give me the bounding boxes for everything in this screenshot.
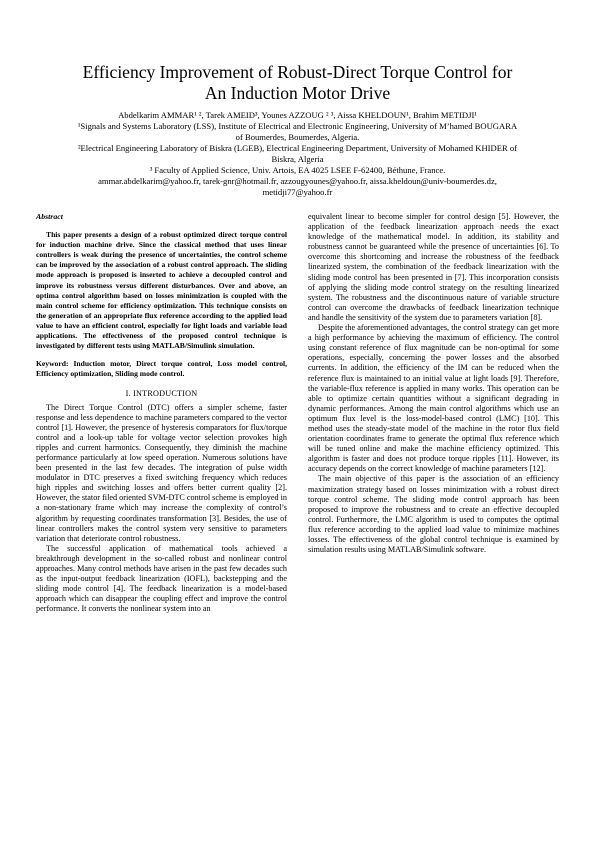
emails-line-2: metidji77@yahoo.fr [262,187,333,197]
emails-line-1: ammar.abdelkarim@yahoo.fr, tarek-gnr@hotmail.fr, azzougyounes@yahoo.fr, aissa.kheldoun@univ-boumerdes.dz, [98,176,497,186]
title-line-2: An Induction Motor Drive [204,83,391,103]
keywords: Keyword: Induction motor, Direct torque control, Loss model control, Efficiency optimization, Sliding mode control. [36,359,287,379]
affiliation-1-line-2: of Boumerdes, Boumerdes, Algeria. [235,132,360,142]
intro-paragraph-2: The successful application of mathematical tools achieved a breakthrough development in the so-called robust and nonlinear control approaches. Many control methods have arisen in the past few decades such as the input-output feedback linearization (IOFL), backstepping and the sliding mode control [4]. The feedback linearization is a model-based approach which can disappear the coupling effect and improve the control performance. It converts the nonlinear system into an [36,543,287,614]
intro-paragraph-1: The Direct Torque Control (DTC) offers a simpler scheme, faster response and less dependence to machine parameters compared to the vector control [1]. However, the presence of hysteresis comparators for flux/torque control and a look-up table for voltage vector selection provokes high ripples and current harmonics. Consequently, they diminish the machine performance particularly at low speed operation. Numerous solutions have been presented in the last few decades. The integration of pulse width modulator in DTC preserves a fixed switching frequency which reduces high ripples and switching losses and offers better current quality [2]. However, the stator filed oriented SVM-DTC control scheme is employed in a non-stationary frame which may increase the complexity of control’s algorithm by requesting coordinates transformation [3]. Besides, the use of linear controllers makes the control system very sensitive to parameters variation that deteriorate control robustness. [36,402,287,543]
author-block [30,110,565,198]
right-column [308,212,559,555]
abstract-text: This paper presents a design of a robust optimized direct torque control for induction machine drive. Since the classical method that uses linear controllers is weak during the presence of uncertainties, the control scheme can be improved by the association of a robust control approach. The sliding mode approach is proposed is inserted to achieve a decoupled control and improve its robustness versus different disturbances. Over and above, an optima control algorithm based on losses minimization is coupled with the main control scheme for efficiency optimization. This technique consists on the generation of an appropriate flux reference according to the applied load value to have an efficient control, especially for light loads and variable load applications. The effectiveness of the proposed control technique is investigated by different tests using MATLAB/Simulink simulation. [36,230,287,351]
paper-title [30,62,565,104]
intro-paragraph-5: The main objective of this paper is the association of an efficiency maximization strategy based on losses minimization with a robust direct torque control scheme. The sliding mode control approach has been proposed to improve the robustness and to create an effective decoupled control. Furthermore, the LMC algorithm is used to computes the optimal flux reference according to the applied load value to minimize machines losses. The effectiveness of the global control technique is examined by simulation results using MATLAB/Simulink software. [308,474,559,555]
affiliation-3: ³ Faculty of Applied Science, Univ. Artois, EA 4025 LSEE F-62400, Béthune, France. [149,165,446,175]
affiliation-2-line-2: Biskra, Algeria [271,154,324,164]
abstract-heading: Abstract [36,212,63,221]
section-heading-introduction: I. INTRODUCTION [125,389,198,399]
intro-paragraph-4: Despite the aforementioned advantages, the control strategy can get more a high performance by achieving the maximum of efficiency. The control using constant reference of flux magnitude can be non-optimal for some operations, especially, concerning the power losses and the absorbed currents. In addition, the efficiency of the IM can be reduced when the reference flux is maintained to an initial value at light loads [9]. Therefore, the variable-flux reference is applied in many works. This operation can be able to optimize certain quantities without a significant degrading in dynamic performances. Among the main control algorithms which use an optimum flux level is the loss-model-based control (LMC) [10]. This method uses the steady-state model of the machine in the rotor flux field orientation coordinates frame to generate the optimal flux reference which will be tuned online and make the machine efficiency optimized. This algorithm is faster and does not produce torque ripples [11]. However, its accuracy depends on the correct knowledge of machine parameters [12]. [308,323,559,474]
title-line-1: Efficiency Improvement of Robust-Direct Torque Control for [82,62,513,82]
affiliation-2-line-1: ²Electrical Engineering Laboratory of Biskra (LGEB), Electrical Engineering Department, University of Mohamed KHIDER of [77,143,518,153]
author-names: Abdelkarim AMMAR¹ ², Tarek AMEID³, Younes AZZOUG ² ³, Aissa KHELDOUN¹, Brahim METIDJI¹ [118,110,477,120]
intro-paragraph-3: equivalent linear to become simpler for control design [5]. However, the application of the feedback linearization approach needs the exact knowledge of the mathematical model. In addition, its stability and robustness cannot be guaranteed while the presence of uncertainties [6]. To overcome this shortcoming and increase the robustness of the feedback linearized system, the combination of the feedback linearization with the sliding mode control has been presented in [7]. This incorporation consists of applying the sliding mode control strategy on the resulting linearized system. The robustness and the discontinuous nature of variable structure control can overcome the drawbacks of feedback linearization technique and handle the sensitivity of the system due to parameters variation [8]. [308,212,559,322]
affiliation-1-line-1: ¹Signals and Systems Laboratory (LSS), Institute of Electrical and Electronic Engineering, University of M’hamed BOUGARA [77,121,518,131]
left-column [36,212,287,614]
